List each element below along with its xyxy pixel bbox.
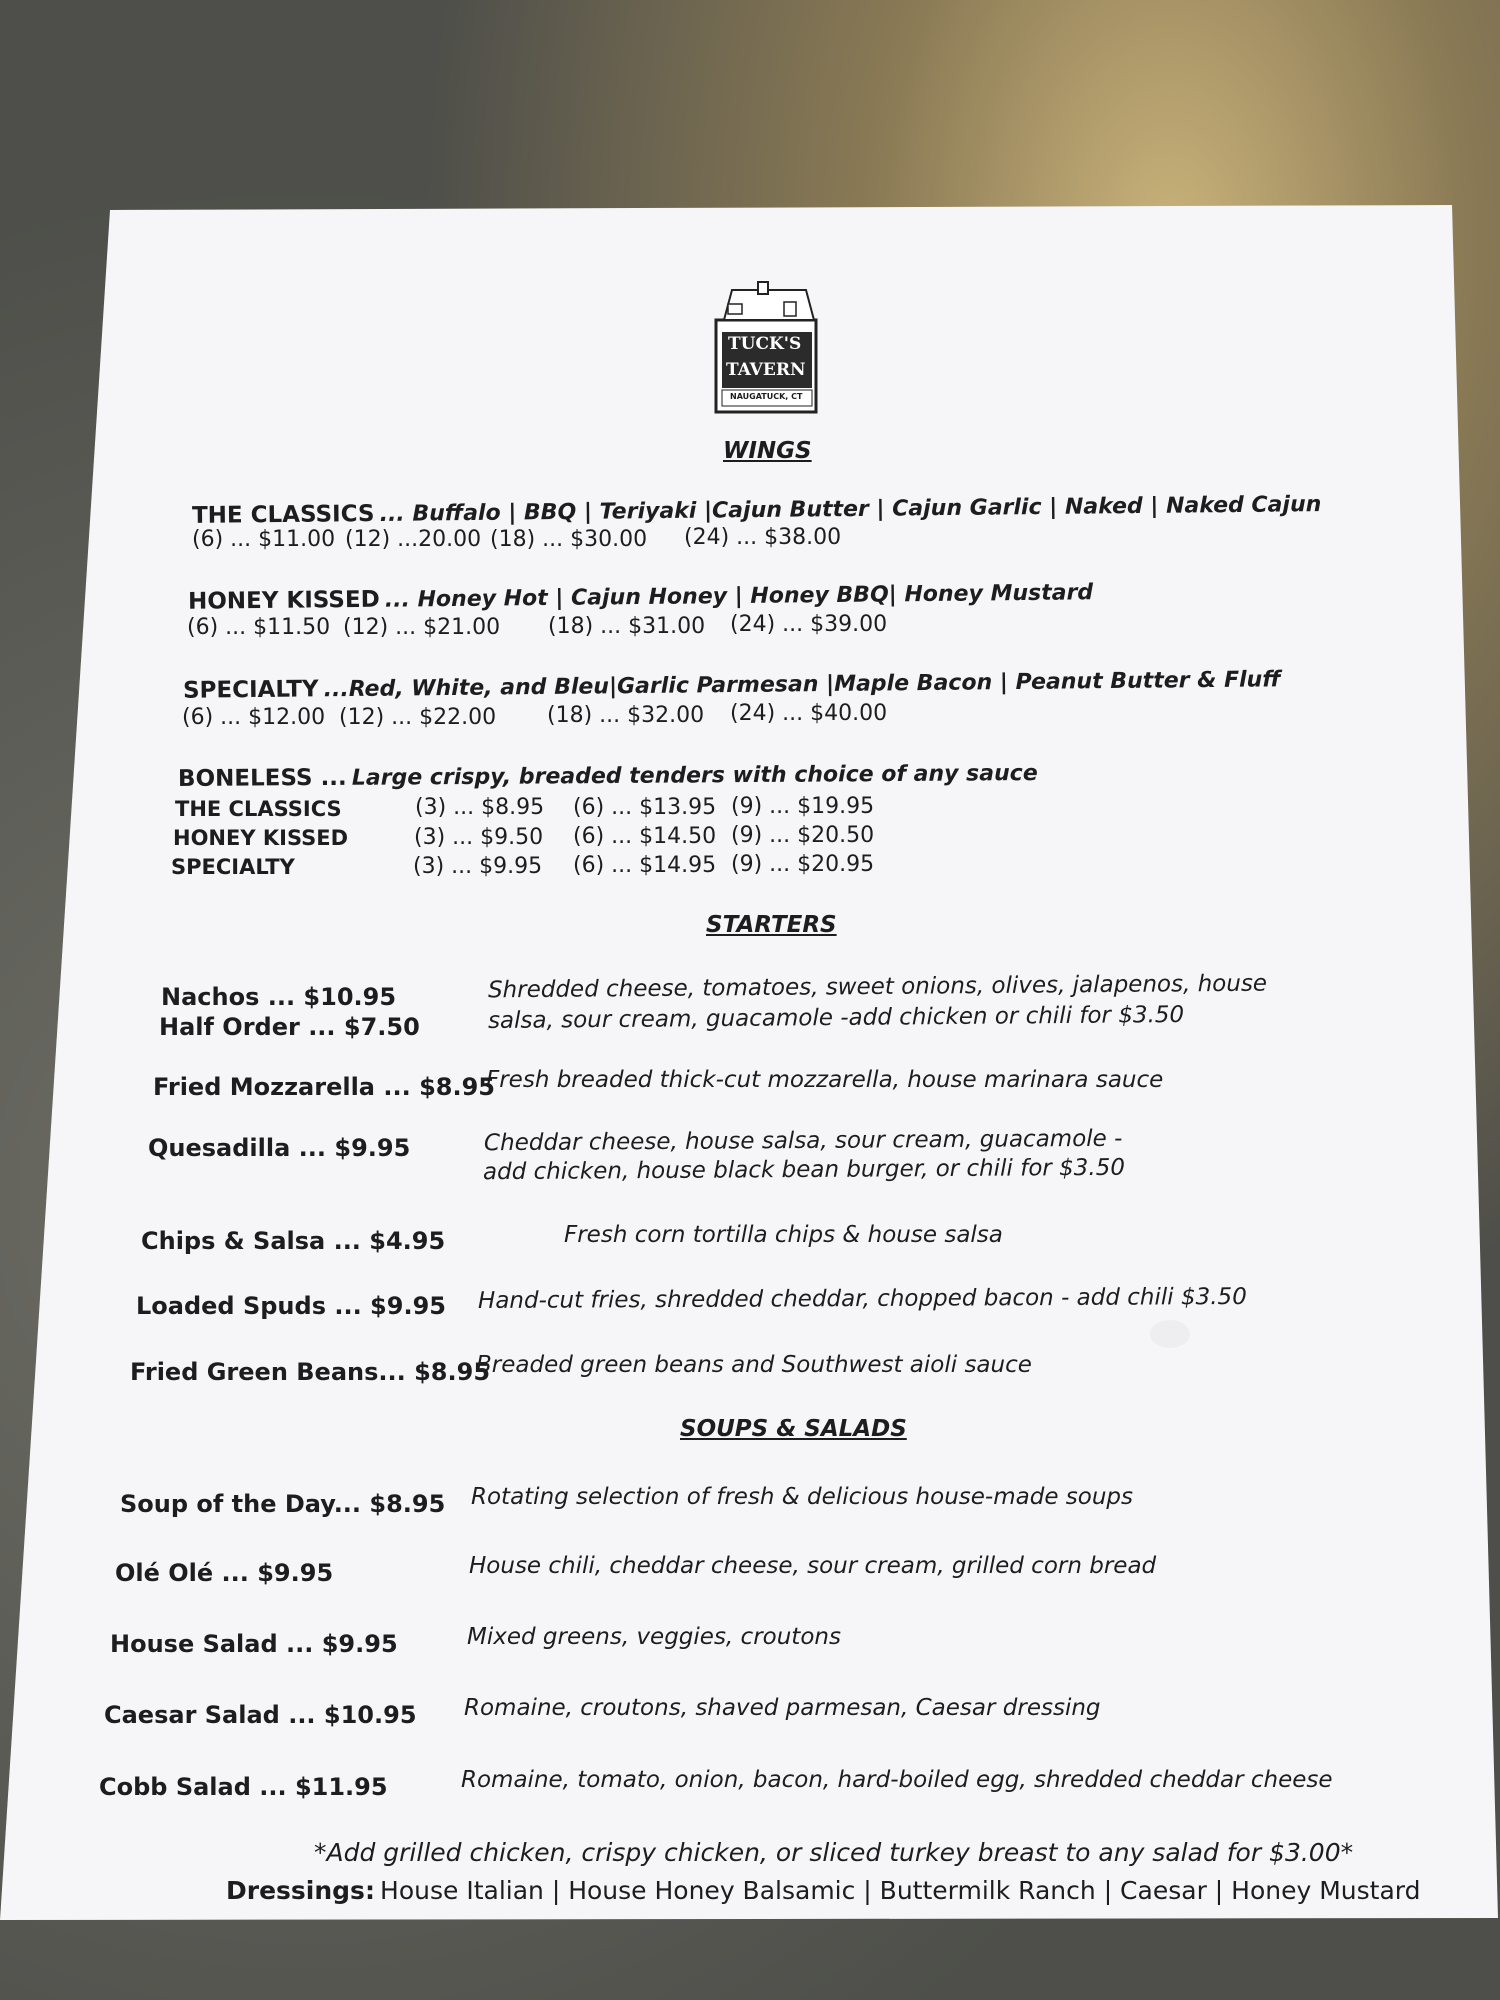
nachos-desc-1: Shredded cheese, tomatoes, sweet onions, olives, jalapenos, house — [487, 970, 1268, 1004]
classics-p6: (6) ... $11.00 — [192, 527, 336, 552]
boneless-desc: Large crispy, breaded tenders with choice of any sauce — [351, 760, 1038, 791]
boneless-row-label: SPECIALTY — [171, 855, 295, 879]
ole-desc: House chili, cheddar cheese, sour cream, grilled corn bread — [469, 1553, 1157, 1579]
boneless-row-p3: (3) ... $9.95 — [413, 854, 543, 879]
green-beans-desc: Breaded green beans and Southwest aioli sauce — [476, 1352, 1032, 1378]
boneless-row-label: THE CLASSICS — [175, 797, 342, 821]
nachos-desc-2: salsa, sour cream, guacamole -add chicken or chili for $3.50 — [487, 1001, 1185, 1035]
boneless-row-p9: (9) ... $19.95 — [731, 794, 875, 819]
logo-line-1: TUCK'S — [728, 334, 802, 354]
classics-p18: (18) ... $30.00 — [490, 527, 648, 552]
honey-p18: (18) ... $31.00 — [548, 614, 706, 639]
honey-p12: (12) ... $21.00 — [343, 615, 501, 640]
honey-flavors: ... Honey Hot | Cajun Honey | Honey BBQ| Honey Mustard — [384, 580, 1094, 613]
boneless-row-p6: (6) ... $14.50 — [573, 824, 717, 849]
chips-desc: Fresh corn tortilla chips & house salsa — [564, 1222, 1003, 1248]
caesar-desc: Romaine, croutons, shaved parmesan, Caesar dressing — [464, 1695, 1101, 1721]
mozzarella-name: Fried Mozzarella ... $8.95 — [153, 1073, 495, 1101]
caesar-name: Caesar Salad ... $10.95 — [104, 1701, 417, 1729]
specialty-p6: (6) ... $12.00 — [182, 705, 326, 730]
classics-p24: (24) ... $38.00 — [684, 525, 842, 550]
logo-line-3: NAUGATUCK, CT — [730, 392, 803, 401]
soups-heading: SOUPS & SALADS — [680, 1416, 907, 1442]
specialty-p24: (24) ... $40.00 — [730, 701, 888, 726]
salad-addon-note: *Add grilled chicken, crispy chicken, or sliced turkey breast to any salad for $3.00* — [314, 1838, 1354, 1867]
honey-name: HONEY KISSED — [187, 586, 380, 615]
nachos-half: Half Order ... $7.50 — [159, 1013, 420, 1041]
boneless-name: BONELESS ... — [177, 764, 347, 793]
quesadilla-desc-1: Cheddar cheese, house salsa, sour cream, guacamole - — [483, 1125, 1123, 1157]
paper-stain — [1150, 1320, 1190, 1348]
dressings-label: Dressings: — [226, 1876, 375, 1905]
soup-desc: Rotating selection of fresh & delicious house-made soups — [471, 1484, 1133, 1510]
house-salad-name: House Salad ... $9.95 — [110, 1630, 398, 1658]
nachos-name: Nachos ... $10.95 — [161, 983, 397, 1011]
classics-flavors: ... Buffalo | BBQ | Teriyaki |Cajun Butter | Cajun Garlic | Naked | Naked Cajun — [379, 492, 1322, 527]
classics-p12: (12) ...20.00 — [345, 527, 482, 552]
quesadilla-desc-2: add chicken, house black bean burger, or chili for $3.50 — [482, 1154, 1126, 1186]
soup-name: Soup of the Day... $8.95 — [120, 1490, 446, 1518]
spuds-name: Loaded Spuds ... $9.95 — [136, 1292, 446, 1320]
tucks-tavern-logo — [714, 280, 820, 416]
boneless-row-p6: (6) ... $14.95 — [573, 853, 717, 878]
mozzarella-desc: Fresh breaded thick-cut mozzarella, house marinara sauce — [486, 1067, 1164, 1093]
cobb-name: Cobb Salad ... $11.95 — [99, 1773, 388, 1801]
wings-heading: WINGS — [723, 438, 812, 464]
boneless-row-label: HONEY KISSED — [173, 826, 349, 850]
boneless-row-p6: (6) ... $13.95 — [573, 795, 717, 820]
dressings-list: House Italian | House Honey Balsamic | Buttermilk Ranch | Caesar | Honey Mustard — [380, 1876, 1421, 1905]
specialty-p18: (18) ... $32.00 — [547, 703, 705, 728]
boneless-row-p3: (3) ... $8.95 — [415, 795, 545, 820]
boneless-row-p9: (9) ... $20.95 — [731, 852, 875, 877]
house-salad-desc: Mixed greens, veggies, croutons — [467, 1624, 841, 1650]
honey-p6: (6) ... $11.50 — [187, 615, 331, 640]
logo-line-2: TAVERN — [726, 360, 806, 380]
classics-name: THE CLASSICS — [191, 501, 375, 529]
quesadilla-name: Quesadilla ... $9.95 — [148, 1134, 411, 1162]
specialty-flavors: ...Red, White, and Bleu|Garlic Parmesan |Maple Bacon | Peanut Butter & Fluff — [323, 667, 1281, 703]
ole-name: Olé Olé ... $9.95 — [115, 1559, 334, 1587]
chips-name: Chips & Salsa ... $4.95 — [141, 1227, 446, 1255]
boneless-row-p9: (9) ... $20.50 — [731, 823, 875, 848]
starters-heading: STARTERS — [706, 912, 837, 938]
specialty-p12: (12) ... $22.00 — [339, 705, 497, 730]
boneless-row-p3: (3) ... $9.50 — [414, 825, 544, 850]
green-beans-name: Fried Green Beans... $8.95 — [130, 1358, 491, 1386]
cobb-desc: Romaine, tomato, onion, bacon, hard-boiled egg, shredded cheddar cheese — [461, 1767, 1333, 1793]
specialty-name: SPECIALTY — [182, 676, 319, 704]
honey-p24: (24) ... $39.00 — [730, 612, 888, 637]
spuds-desc: Hand-cut fries, shredded cheddar, chopped bacon - add chili $3.50 — [477, 1283, 1247, 1315]
